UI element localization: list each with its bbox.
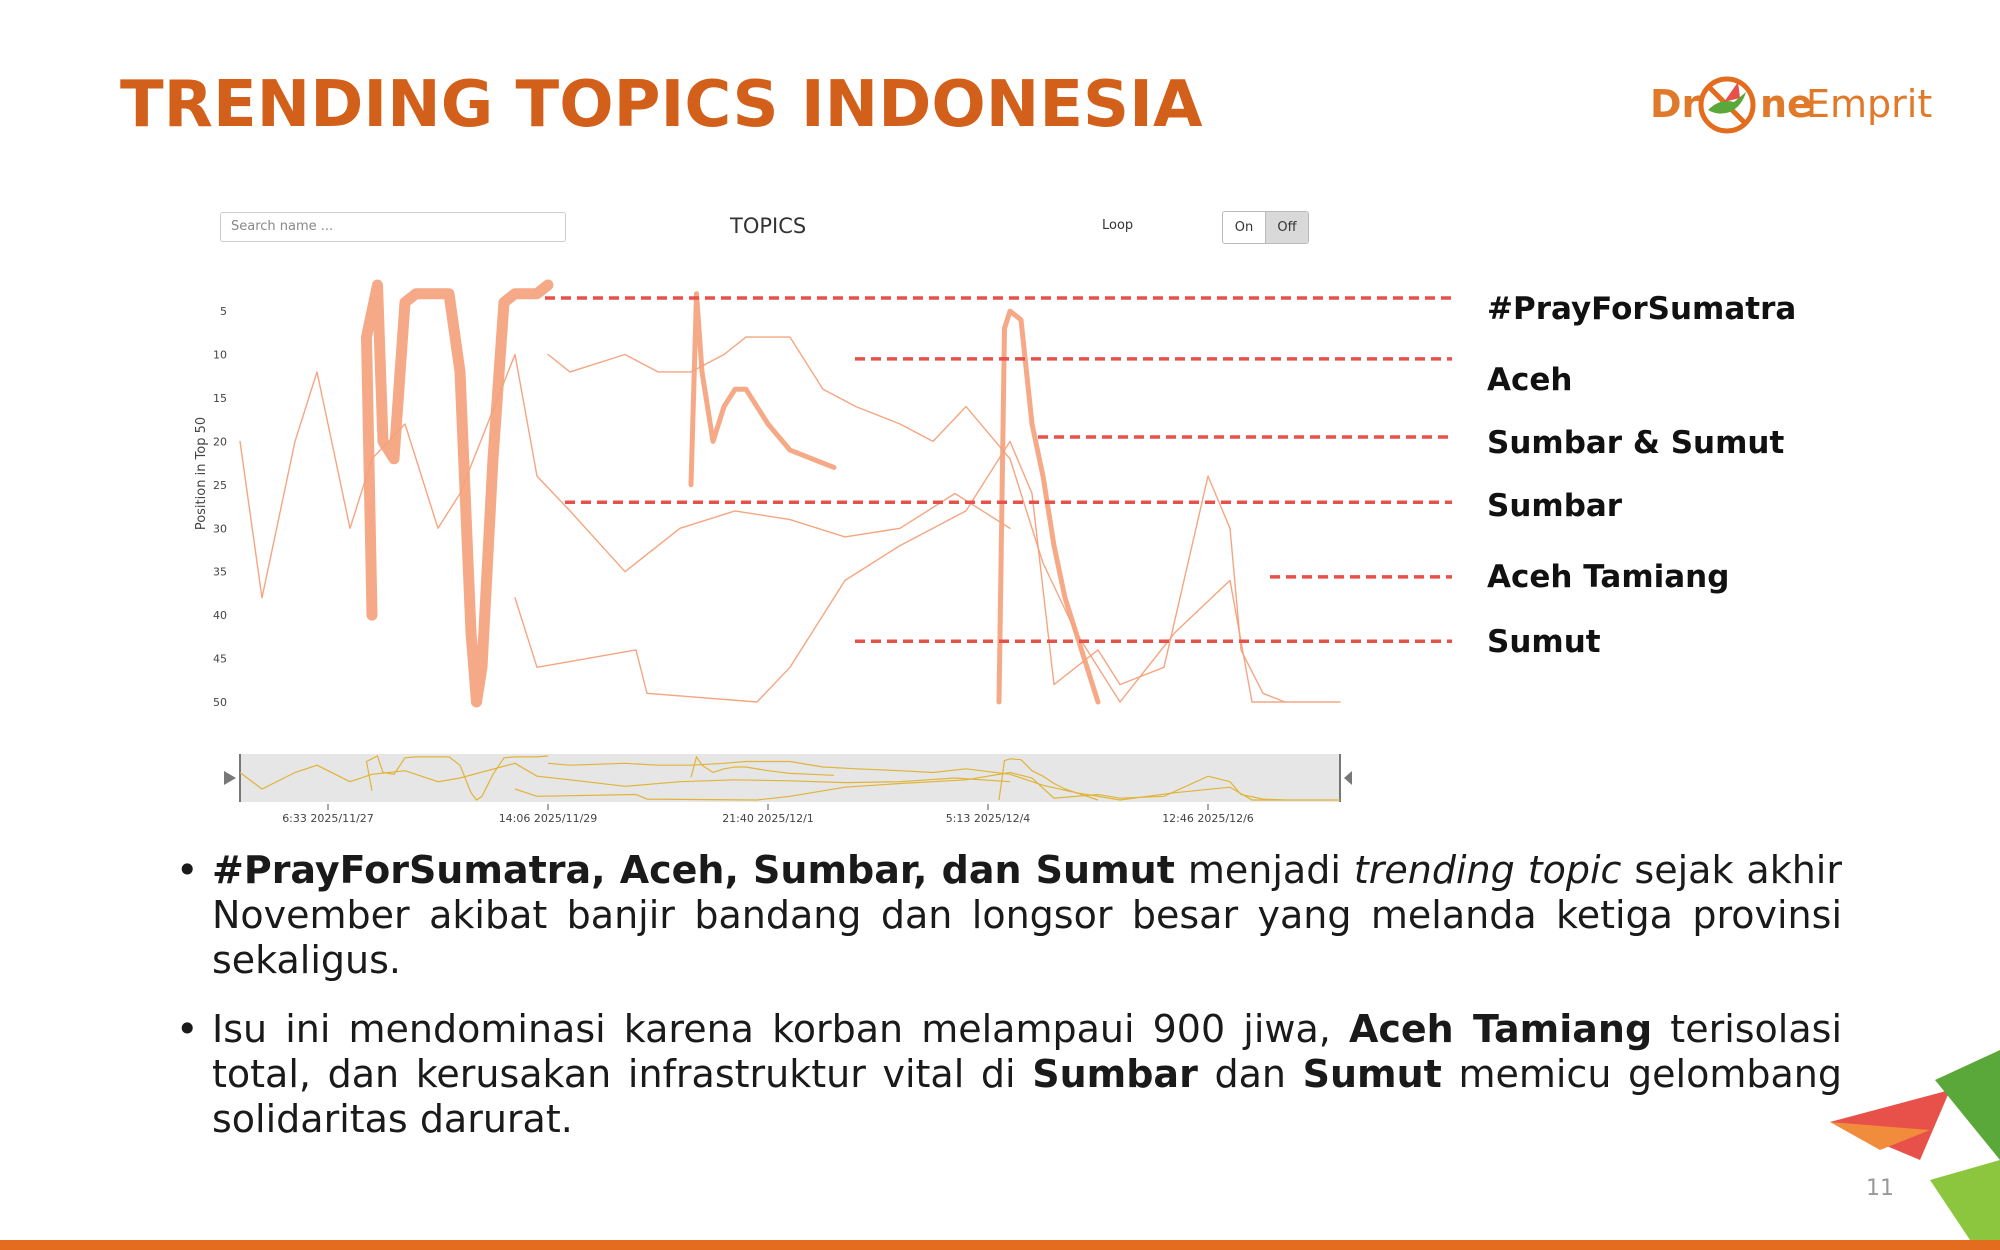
- bullet-2-part-6: Sumut: [1302, 1052, 1442, 1096]
- y-tick-label: 20: [213, 435, 227, 449]
- y-tick-label: 50: [213, 696, 227, 709]
- bullet-2-part-5: dan: [1197, 1052, 1303, 1096]
- annotation-label: Aceh Tamiang: [1487, 559, 1730, 595]
- y-tick-label: 40: [213, 609, 227, 623]
- y-tick-label: 5: [220, 305, 227, 319]
- y-tick-label: 45: [213, 652, 227, 666]
- chart-title: TOPICS: [730, 214, 807, 238]
- loop-label: Loop: [1102, 218, 1134, 233]
- series-line-1: [691, 294, 834, 485]
- bullet-1-part-2: menjadi: [1174, 848, 1354, 892]
- slide-title: TRENDING TOPICS INDONESIA: [120, 68, 1203, 142]
- x-tick-label: 21:40 2025/12/1: [722, 812, 814, 825]
- bottom-bar: [0, 1240, 2000, 1250]
- bullet-list: [170, 848, 1842, 1166]
- bullet-item: • #PrayForSumatra, Aceh, Sumbar, dan Sumut menjadi trending topic sejak akhir November akibat banjir bandang dan longsor besar yang melanda ketiga provinsi sekaligus.: [176, 848, 1842, 982]
- loop-on-button[interactable]: On: [1234, 220, 1254, 235]
- bullet-2-part-1: Isu ini mendominasi karena korban melampaui 900 jiwa,: [212, 1007, 1349, 1051]
- series-line-0: [367, 285, 549, 702]
- x-tick-label: 5:13 2025/12/4: [945, 812, 1031, 825]
- y-tick-label: 35: [213, 565, 227, 579]
- bullet-2-part-4: Sumbar: [1032, 1052, 1198, 1096]
- series-line-3: [240, 355, 1010, 598]
- bullet-1-part-4: sejak akhir November akibat banjir bandang dan longsor besar yang melanda ketiga provinsi sekaligus.: [212, 848, 1842, 982]
- x-tick-label: 14:06 2025/11/29: [498, 812, 598, 825]
- y-tick-label: 15: [213, 391, 227, 405]
- loop-off-button[interactable]: Off: [1265, 212, 1308, 243]
- series-line-5: [515, 441, 1340, 702]
- bullet-2-part-3: terisolasi total, dan kerusakan infrastruktur vital di: [212, 1007, 1842, 1096]
- y-tick-label: 10: [213, 348, 227, 362]
- annotation-label: Sumbar & Sumut: [1487, 425, 1785, 461]
- navigator-left-handle: [224, 771, 236, 785]
- bullet-1-part-1: #PrayForSumatra, Aceh, Sumbar, dan Sumut: [212, 848, 1175, 892]
- corner-decoration: [1820, 1040, 2000, 1240]
- x-tick-label: 12:46 2025/12/6: [1162, 812, 1254, 825]
- search-placeholder: Search name ...: [231, 219, 334, 234]
- annotation-label: Sumut: [1487, 624, 1601, 660]
- y-axis-label: Position in Top 50: [194, 416, 209, 531]
- annotation-label: Aceh: [1487, 362, 1573, 398]
- bullet-item: • Isu ini mendominasi karena korban melampaui 900 jiwa, Aceh Tamiang terisolasi total, dan kerusakan infrastruktur vital di Sumbar dan Sumut memicu gelombang solidaritas darurat.: [176, 1007, 1842, 1141]
- bullet-2-part-7: memicu gelombang solidaritas darurat.: [212, 1052, 1842, 1141]
- y-tick-label: 25: [213, 478, 227, 492]
- series-line-4: [548, 337, 1285, 702]
- logo-text-ne: ne: [1760, 82, 1813, 126]
- logo-text-emprit: Emprit: [1806, 82, 1933, 126]
- navigator-right-handle: [1344, 771, 1352, 785]
- annotation-label: Sumbar: [1487, 488, 1623, 524]
- y-tick-label: 30: [213, 522, 227, 536]
- annotation-label: #PrayForSumatra: [1487, 291, 1797, 327]
- bullet-1-part-3: trending topic: [1353, 848, 1622, 892]
- x-tick-label: 6:33 2025/11/27: [282, 812, 374, 825]
- bullet-2-part-2: Aceh Tamiang: [1348, 1007, 1653, 1051]
- page-number: 11: [1866, 1176, 1894, 1201]
- logo-text-dr: Dr: [1650, 82, 1701, 126]
